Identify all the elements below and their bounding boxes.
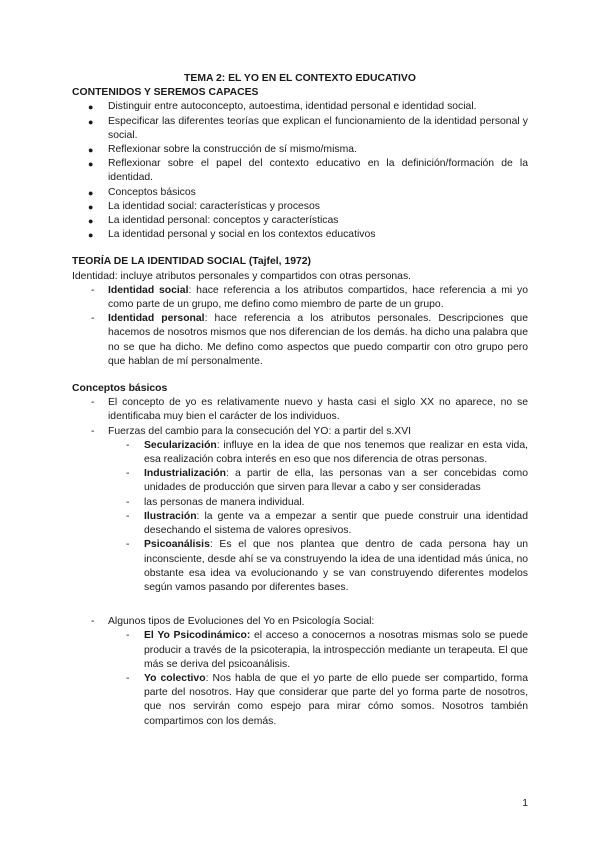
evolution-sublist bbox=[108, 629, 528, 728]
list-item: - El concepto de yo es relativamente nuevo y hasta casi el siglo XX no aparece, no se identificaba muy bien el carácter de los individuos. bbox=[91, 397, 528, 423]
dash-icon: - bbox=[126, 439, 130, 451]
dash-icon: - bbox=[91, 425, 95, 437]
dash-icon: - bbox=[91, 616, 95, 628]
list-item: ● La identidad personal y social en los contextos educativos bbox=[72, 228, 528, 242]
page-content bbox=[72, 72, 528, 729]
bullet-icon: ● bbox=[88, 145, 94, 156]
list-item: ● Especificar las diferentes teorías que explican el funcionamiento de la identidad personal y social. bbox=[88, 115, 528, 141]
list-item: - Identidad social: hace referencia a los atributos compartidos, hace referencia a mi yo como parte de un grupo, me defino como miembro de parte de un grupo. bbox=[91, 284, 528, 311]
concepts-list bbox=[72, 396, 528, 439]
list-item: ● Conceptos básicos bbox=[72, 186, 528, 200]
dash-icon: - bbox=[91, 313, 95, 325]
bullet-icon: ● bbox=[88, 102, 94, 113]
section-heading-conceptos: Conceptos básicos bbox=[72, 383, 168, 395]
bullet-icon: ● bbox=[88, 187, 94, 198]
section-heading-contenidos: CONTENIDOS Y SEREMOS CAPACES bbox=[72, 87, 259, 99]
bullet-icon: ● bbox=[88, 116, 94, 127]
document-title: TEMA 2: EL YO EN EL CONTEXTO EDUCATIVO bbox=[184, 73, 416, 84]
dash-icon: - bbox=[126, 510, 130, 522]
list-item: - Algunos tipos de Evoluciones del Yo en Psicología Social: bbox=[72, 615, 528, 629]
list-item: - Secularización: influye en la idea de que nos tenemos que realizar en esta vida, esa realización cobra interés en eso que nos diferencia de otras personas. bbox=[126, 439, 528, 466]
bullet-icon: ● bbox=[88, 230, 94, 241]
list-item: ● La identidad personal: conceptos y características bbox=[72, 214, 528, 228]
bullet-icon: ● bbox=[88, 159, 94, 170]
dash-icon: - bbox=[126, 496, 130, 508]
list-item: ● La identidad social: características y procesos bbox=[72, 200, 528, 214]
list-item: - las personas de manera individual. bbox=[108, 496, 528, 510]
objectives-list bbox=[72, 100, 528, 242]
section-heading-teoria: TEORÍA DE LA IDENTIDAD SOCIAL (Tajfel, 1972) bbox=[72, 256, 312, 268]
dash-icon: - bbox=[126, 630, 130, 642]
bullet-icon: ● bbox=[88, 216, 94, 227]
list-item: - El Yo Psicodinámico: el acceso a conocernos a nosotras mismas solo se puede producir a través de la psicoterapia, la introspección mediante un terapeuta. El que más se deriva del psicoanálisis. bbox=[126, 630, 528, 670]
identity-intro: Identidad: incluye atributos personales y compartidos con otras personas. bbox=[72, 270, 412, 282]
page-number: 1 bbox=[522, 798, 528, 809]
bullet-icon: ● bbox=[88, 201, 94, 212]
dash-icon: - bbox=[126, 672, 130, 684]
list-item: ● Distinguir entre autoconcepto, autoestima, identidad personal e identidad social. bbox=[72, 100, 528, 114]
list-item: ● Reflexionar sobre la construcción de sí mismo/misma. bbox=[72, 143, 528, 157]
list-item: - Identidad personal: hace referencia a los atributos personales. Descripciones que hacemos de nosotros mismos que nos diferencian de los demás. ha dicho una palabra que no se que ha dicho. Me defino como aspectos que puedo compartir con otro grupo pero que hablan de mí personalmente. bbox=[91, 313, 528, 367]
list-item: - Psicoanálisis: Es el que nos plantea que dentro de cada persona hay un inconsciente, desde ahí se va construyendo la idea de una identidad más única, no obstante esa idea va evolucionando y se van construyendo diferentes modelos según vamos pasando por diferentes bases. bbox=[126, 539, 528, 593]
dash-icon: - bbox=[126, 468, 130, 480]
dash-icon: - bbox=[91, 397, 95, 409]
list-item: - Yo colectivo: Nos habla de que el yo parte de ello puede ser compartido, forma parte del nosotros. Hay que considerar que parte del yo forma parte de nosotros, que nos servirán como espejo para mirar cómo somos. Nosotros también compartimos con los demás. bbox=[126, 672, 528, 727]
list-item: - Ilustración: la gente va a empezar a sentir que puede construir una identidad desechando el sistema de valores opresivos. bbox=[126, 510, 528, 537]
identity-list bbox=[72, 284, 528, 369]
evolution-list bbox=[72, 615, 528, 629]
list-item: - Fuerzas del cambio para la consecución del YO: a partir del s.XVI bbox=[72, 425, 528, 439]
forces-sublist bbox=[108, 439, 528, 595]
dash-icon: - bbox=[126, 539, 130, 551]
dash-icon: - bbox=[91, 284, 95, 296]
list-item: ● Reflexionar sobre el papel del contexto educativo en la definición/formación de la identidad. bbox=[88, 158, 528, 184]
list-item: - Industrialización: a partir de ella, las personas van a ser concebidas como unidades de producción que sirven para llevar a cabo y ser consideradas bbox=[126, 468, 528, 494]
